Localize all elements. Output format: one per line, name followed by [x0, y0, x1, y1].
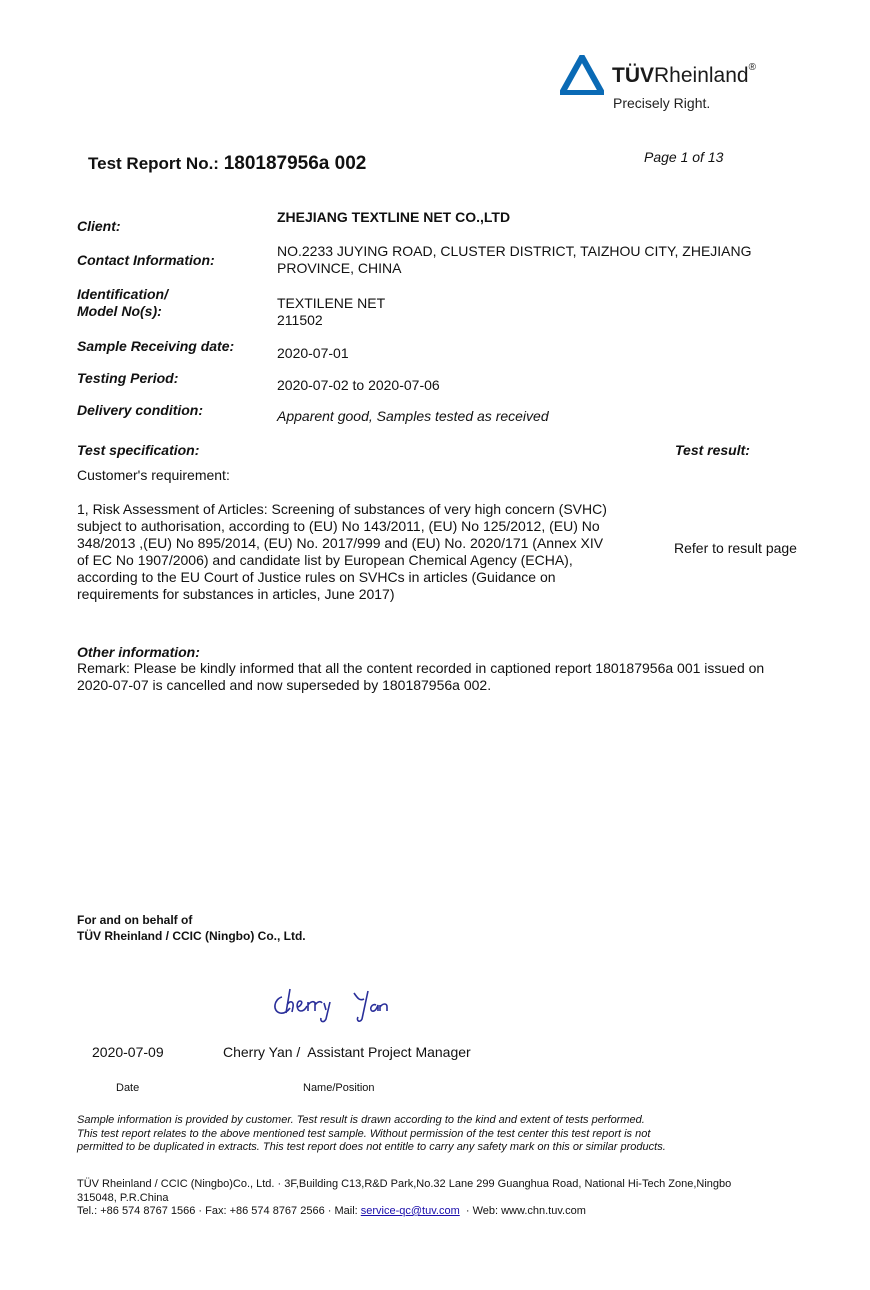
contact-value-line2: PROVINCE, CHINA	[277, 260, 402, 276]
customer-requirement: Customer's requirement:	[77, 467, 230, 483]
brand-logo-text	[612, 64, 756, 88]
brand-name-rest: Rheinland	[654, 64, 749, 87]
page-indicator: Page 1 of 13	[644, 149, 724, 165]
spec-line: 348/2013 ,(EU) No 895/2014, (EU) No. 2017/999 and (EU) No. 2020/171 (Annex XIV	[77, 535, 604, 551]
spec-line: subject to authorisation, according to (EU) No 143/2011, (EU) No 125/2012, (EU) No	[77, 518, 600, 534]
test-result-label: Test result:	[675, 442, 750, 458]
handwritten-signature	[268, 985, 408, 1025]
disclaimer-line2: This test report relates to the above mentioned test sample. Without permission of the test center this test report is not	[77, 1127, 651, 1140]
delivery-condition-value: Apparent good, Samples tested as received	[277, 408, 549, 424]
identification-label-line2: Model No(s):	[77, 303, 162, 319]
brand-name-bold: TÜV	[612, 64, 654, 87]
footer-line1: TÜV Rheinland / CCIC (Ningbo)Co., Ltd. · 3F,Building C13,R&D Park,No.32 Lane 299 Guanghua Road, National Hi-Tech Zone,Ningbo	[77, 1178, 732, 1190]
spec-line: according to the EU Court of Justice rules on SVHCs in articles (Guidance on	[77, 569, 556, 585]
other-information-label: Other information:	[77, 644, 200, 660]
tuv-logo-triangle-icon	[560, 55, 604, 95]
receiving-date-value: 2020-07-01	[277, 345, 349, 361]
date-caption: Date	[116, 1082, 140, 1094]
disclaimer	[77, 1114, 777, 1155]
disclaimer-line1: Sample information is provided by customer. Test result is drawn according to the kind and extent of tests performed.	[77, 1114, 645, 1126]
spec-line: requirements for substances in articles, June 2017)	[77, 586, 395, 602]
spec-line: 1, Risk Assessment of Articles: Screening of substances of very high concern (SVHC)	[77, 501, 607, 517]
contact-label: Contact Information:	[77, 252, 215, 268]
footer-phone-fax: Tel.: +86 574 8767 1566 · Fax: +86 574 8767 2566 · Mail:	[77, 1205, 361, 1217]
testing-period-label: Testing Period:	[77, 370, 179, 386]
signoff-date: 2020-07-09	[92, 1044, 164, 1060]
report-number-heading	[88, 153, 366, 175]
report-number-value: 180187956a 002	[223, 153, 367, 174]
footer-address	[77, 1178, 797, 1219]
registered-mark: ®	[748, 62, 756, 73]
test-result-value: Refer to result page	[674, 540, 797, 556]
receiving-date-label: Sample Receiving date:	[77, 338, 235, 354]
on-behalf-block	[77, 912, 306, 944]
identification-value-line2: 211502	[277, 312, 323, 328]
spec-line: of EC No 1907/2006) and candidate list by European Chemical Agency (ECHA),	[77, 552, 573, 568]
on-behalf-line1: For and on behalf of	[77, 913, 193, 927]
signoff-name-position: Cherry Yan / Assistant Project Manager	[223, 1044, 471, 1060]
footer-web: · Web: www.chn.tuv.com	[459, 1205, 586, 1217]
brand-tagline: Precisely Right.	[613, 95, 711, 111]
on-behalf-company: TÜV Rheinland / CCIC (Ningbo) Co., Ltd.	[77, 929, 306, 943]
footer-contact-line	[77, 1205, 797, 1219]
test-specification-label: Test specification:	[77, 442, 200, 458]
footer-line2: 315048, P.R.China	[77, 1191, 169, 1204]
remark-line2: 2020-07-07 is cancelled and now superseded by 180187956a 002.	[77, 677, 492, 693]
contact-value-line1: NO.2233 JUYING ROAD, CLUSTER DISTRICT, TAIZHOU CITY, ZHEJIANG	[277, 243, 752, 259]
client-label: Client:	[77, 218, 121, 234]
report-number-label: Test Report No.:	[88, 154, 219, 173]
disclaimer-line3: permitted to be duplicated in extracts. This test report does not entitle to carry any safety mark on this or similar products.	[77, 1141, 666, 1153]
identification-value-line1: TEXTILENE NET	[277, 295, 386, 311]
remark-line1: Remark: Please be kindly informed that all the content recorded in captioned report 180187956a 001 issued on	[77, 660, 765, 676]
testing-period-value: 2020-07-02 to 2020-07-06	[277, 377, 440, 393]
email-link[interactable]: service-qc@tuv.com	[360, 1205, 460, 1217]
name-position-caption: Name/Position	[303, 1082, 375, 1094]
client-value: ZHEJIANG TEXTLINE NET CO.,LTD	[277, 209, 511, 225]
delivery-condition-label: Delivery condition:	[77, 402, 204, 418]
identification-label-line1: Identification/	[77, 286, 168, 302]
